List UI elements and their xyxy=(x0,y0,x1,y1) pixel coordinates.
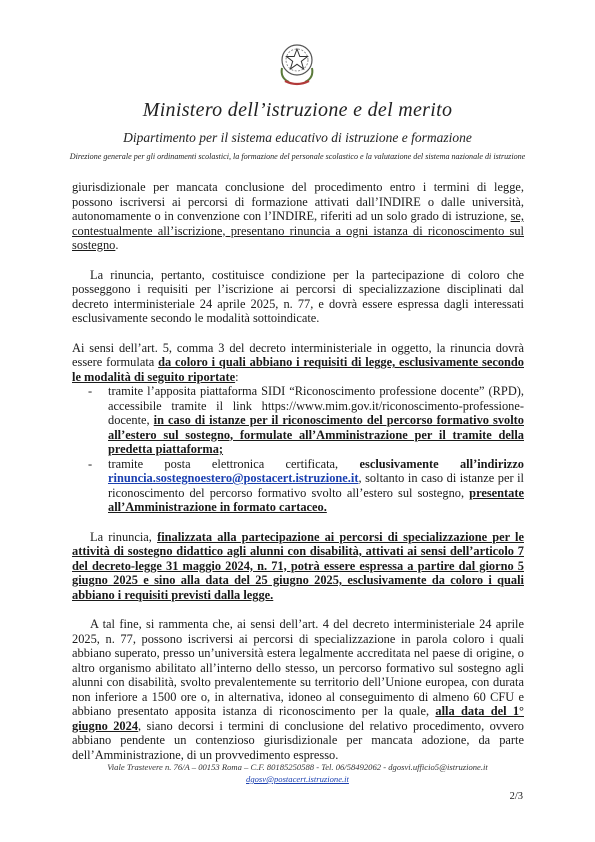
document-body xyxy=(72,180,524,762)
page-footer xyxy=(0,761,595,785)
paragraph-1: giurisdizionale per mancata conclusione del procedimento entro i termini di legge, possono iscriversi ai percorsi di formazione attivati dall’INDIRE o dalle università, autonomamente o in convenzione con l’INDIRE, riferiti ad un solo grado di istruzione, se, contestualmente all’iscrizione, presentano rinuncia a ogni istanza di riconoscimento sul sostegno. xyxy=(72,180,524,252)
page-number: 2/3 xyxy=(509,791,523,802)
list-item: - tramite posta elettronica certificata, esclusivamente all’indirizzo rinuncia.sostegnoestero@postacert.istruzione.it, soltanto in caso di istanze per il riconoscimento del percorso formativo svolto all’estero sul sostegno, presentate all’Amministrazione in formato cartaceo. xyxy=(88,457,524,515)
submission-methods-list xyxy=(72,384,524,515)
paragraph-2: La rinuncia, pertanto, costituisce condizione per la partecipazione di coloro che posseggono i requisiti per l’iscrizione ai percorsi di specializzazione disciplinati dal decreto interministeriale 24 aprile 2025, n. 77, e dovrà essere espressa dagli interessati esclusivamente secondo le modalità sottoindicate. xyxy=(72,267,524,325)
pec-email-link[interactable]: rinuncia.sostegnoestero@postacert.istruzione.it xyxy=(108,471,359,485)
paragraph-3: Ai sensi dell’art. 5, comma 3 del decreto interministeriale in oggetto, la rinuncia dovrà essere formulata da coloro i quali abbiano i requisiti di legge, esclusivamente secondo le modalità di seguito riportate: xyxy=(72,340,524,384)
list-item: - tramite l’apposita piattaforma SIDI “Riconoscimento professione docente” (RPD), accessibile tramite il link https://www.mim.gov.it/riconoscimento-professione-docente, in caso di istanze per il riconoscimento del percorso formativo svolto all’estero sul sostegno, formulate all’Amministrazione per il tramite della predetta piattaforma; xyxy=(88,384,524,457)
paragraph-5: A tal fine, si rammenta che, ai sensi dell’art. 4 del decreto interministeriale 24 aprile 2025, n. 77, possono iscriversi ai percorsi di specializzazione in parola coloro i quali abbiano superato, presso un’università estera legalmente accreditata nel paese di origine, o altro organismo abilitato all’interno dello stesso, un percorso formativo sul sostegno agli alunni con disabilità, svolto prevalentemente su territorio dell’Unione europea, con durata non inferiore a 1500 ore o, in alternativa, idoneo al conseguimento di almeno 60 CFU e abbiano presentato apposita istanza di riconoscimento per la quale, alla data del 1° giugno 2024, siano decorsi i termini di conclusione del relativo procedimento, ovvero abbiano pendente un contenzioso giurisdizionale per mancata adozione, da parte dell’Amministrazione, di un provvedimento espresso. xyxy=(72,617,524,762)
italian-republic-emblem-icon xyxy=(277,38,317,88)
footer-pec-link[interactable]: dgosv@postacert.istruzione.it xyxy=(246,774,349,784)
paragraph-4: La rinuncia, finalizzata alla partecipazione ai percorsi di specializzazione per le attività di sostegno didattico agli alunni con disabilità, attivati ai sensi dell’articolo 7 del decreto-legge 31 maggio 2024, n. 71, potrà essere espressa a partire dal giorno 5 giugno 2025 e sino alla data del 25 giugno 2025, esclusivamente da coloro i quali abbiano i requisiti previsti dalla legge. xyxy=(72,529,524,602)
directorate-name: Direzione generale per gli ordinamenti scolastici, la formazione del personale scolastico e la valutazione del sistema nazionale di istruzione xyxy=(69,152,526,161)
underlined-condition: se, contestualmente all’iscrizione, presentano rinuncia a ogni istanza di riconoscimento sul sostegno xyxy=(72,209,524,252)
ministry-title: Ministero dell’istruzione e del merito xyxy=(142,99,453,121)
footer-address: Viale Trastevere n. 76/A – 00153 Roma – C.F. 80185250588 - Tel. 06/58492062 - dgosvi.ufficio5@istruzione.it xyxy=(107,762,488,772)
department-name: Dipartimento per il sistema educativo di istruzione e formazione xyxy=(123,130,472,145)
